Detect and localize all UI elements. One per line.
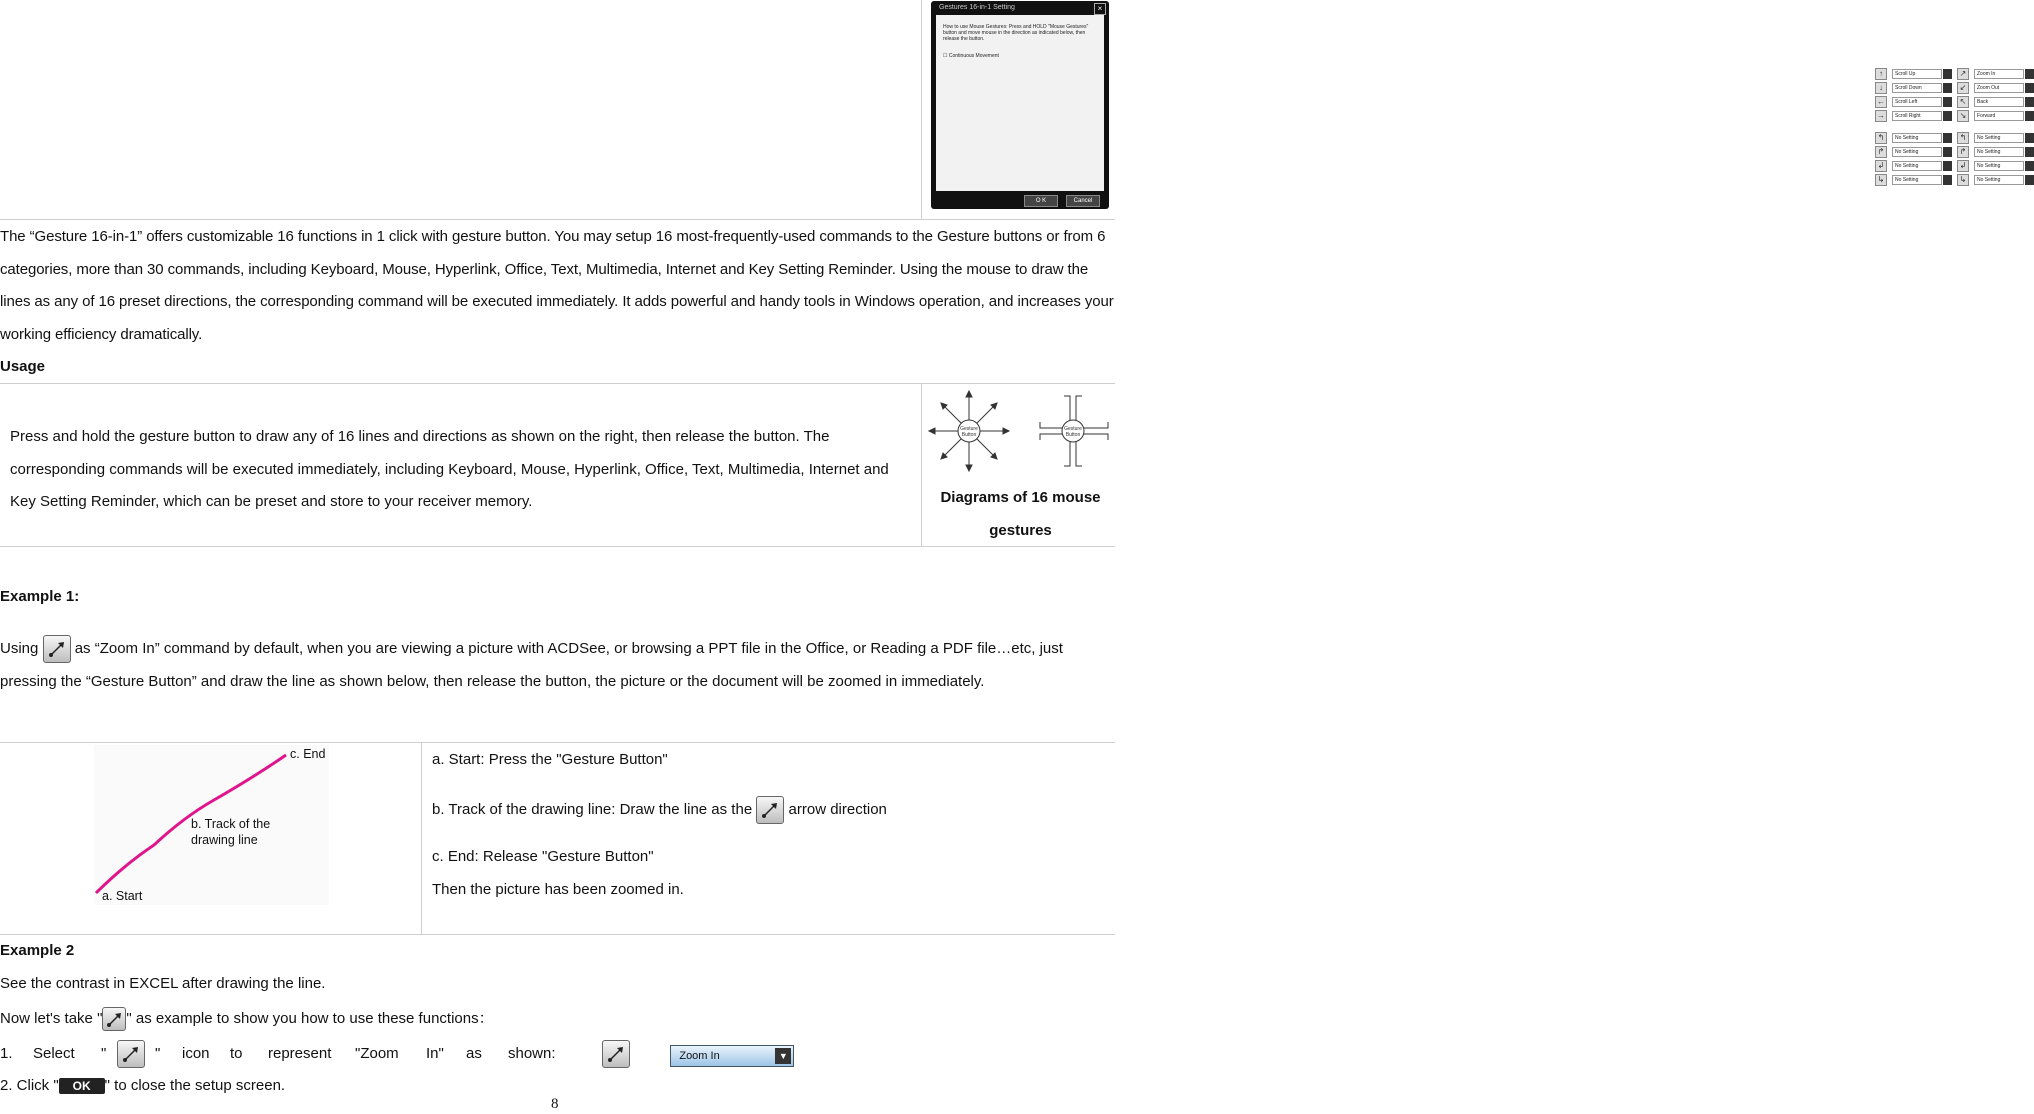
gesture-setting-select: Forward bbox=[1974, 111, 2024, 121]
gesture-setting-select: No Setting bbox=[1974, 147, 2024, 157]
zoom-in-arrow-icon-step bbox=[756, 796, 784, 824]
ok-button-image: OK bbox=[59, 1078, 105, 1094]
usage-text: Press and hold the gesture button to draw any of 16 lines and directions as shown on the right, then release the button. The corresponding commands will be executed immediately, including Keyboard, Mouse, Hyperlink, Office, Text, Multimedia, Internet and Key Setting Reminder, which can be preset and store to your receiver memory. bbox=[10, 428, 889, 510]
zoom-in-arrow-icon-select bbox=[117, 1040, 145, 1068]
example2-heading: Example 2 bbox=[0, 942, 75, 959]
gesture-setting-select: Scroll Down bbox=[1892, 83, 1942, 93]
gesture-button-label-right: Gesture bbox=[1064, 426, 1082, 432]
gesture-direction-icon: ↑ bbox=[1875, 68, 1887, 80]
gesture-setting-select: No Setting bbox=[1892, 175, 1942, 185]
gesture-setting-select: Back bbox=[1974, 97, 2024, 107]
usage-heading: Usage bbox=[0, 358, 46, 375]
label-end: c. End bbox=[290, 747, 326, 761]
chevron-down-icon bbox=[2025, 147, 2034, 157]
gesture-direction-icon: ← bbox=[1877, 97, 1885, 106]
gesture-direction-icon: ↙ bbox=[1957, 82, 1969, 94]
example1-heading: Example 1: bbox=[0, 588, 80, 605]
gesture-direction-icon: ↱ bbox=[1875, 146, 1887, 158]
example2-step1: 1. Select " " icon to represent "Zoom In" as shown: Zoom In ▼ bbox=[0, 1040, 740, 1068]
close-icon: × bbox=[1094, 3, 1106, 15]
gesture-setting-select: No Setting bbox=[1974, 175, 2024, 185]
chevron-down-icon bbox=[1943, 111, 1952, 121]
dialog-instructions: How to use Mouse Gestures: Press and HOLD "Mouse Gestures" button and move mouse in the direction as indicated below, then release the button. bbox=[943, 24, 1089, 42]
step-c: c. End: Release "Gesture Button" bbox=[432, 848, 654, 865]
gesture-button-label-left: Gesture bbox=[960, 426, 978, 432]
gesture-setting-select: No Setting bbox=[1892, 147, 1942, 157]
zoom-in-arrow-icon-shown bbox=[602, 1040, 630, 1068]
dialog-ok-button: O K bbox=[1024, 195, 1058, 207]
chevron-down-icon bbox=[2025, 175, 2034, 185]
label-track: b. Track of the drawing line bbox=[191, 817, 271, 847]
svg-text:Button: Button bbox=[961, 432, 977, 438]
gesture-setting-select: Scroll Up bbox=[1892, 69, 1942, 79]
gesture-setting-select: No Setting bbox=[1974, 133, 2024, 143]
example2-line1: See the contrast in EXCEL after drawing the line. bbox=[0, 975, 326, 992]
page-number: 8 bbox=[551, 1096, 559, 1112]
gesture-direction-icon: ↲ bbox=[1957, 160, 1969, 172]
gesture-setting-select: No Setting bbox=[1974, 161, 2024, 171]
label-start: a. Start bbox=[102, 889, 143, 903]
step-result: Then the picture has been zoomed in. bbox=[432, 881, 684, 898]
gesture-direction-icon: ↳ bbox=[1875, 174, 1887, 186]
chevron-down-icon bbox=[2025, 111, 2034, 121]
gesture-direction-icon: ↗ bbox=[1957, 68, 1969, 80]
gesture-direction-icon: ↘ bbox=[1957, 110, 1969, 122]
chevron-down-icon bbox=[1943, 133, 1952, 143]
chevron-down-icon bbox=[1943, 175, 1952, 185]
chevron-down-icon bbox=[2025, 161, 2034, 171]
chevron-down-icon bbox=[2025, 97, 2034, 107]
gesture-diagrams bbox=[928, 388, 1113, 474]
zoom-in-select: Zoom In ▼ bbox=[670, 1045, 794, 1067]
gesture-setting-select: Scroll Right bbox=[1892, 111, 1942, 121]
gesture-direction-icon: ↳ bbox=[1957, 174, 1969, 186]
chevron-down-icon bbox=[1943, 69, 1952, 79]
gesture-direction-icon: ↰ bbox=[1957, 132, 1969, 144]
chevron-down-icon: ▼ bbox=[775, 1048, 791, 1064]
chevron-down-icon bbox=[1943, 83, 1952, 93]
step-b: b. Track of the drawing line: Draw the line as the arrow direction bbox=[432, 795, 887, 825]
chevron-down-icon bbox=[2025, 69, 2034, 79]
gesture-direction-icon: ↓ bbox=[1875, 82, 1887, 94]
chevron-down-icon bbox=[2025, 83, 2034, 93]
gesture-setting-select: Zoom Out bbox=[1974, 83, 2024, 93]
diagram-caption: Diagrams of 16 mouse gestures bbox=[940, 489, 1101, 539]
step-a: a. Start: Press the "Gesture Button" bbox=[432, 751, 668, 768]
continuous-movement-checkbox: ☐ Continuous Movement bbox=[943, 53, 999, 59]
gesture-direction-icon: ↱ bbox=[1957, 146, 1969, 158]
zoom-in-arrow-icon bbox=[43, 635, 71, 663]
intro-paragraph: The “Gesture 16-in-1” offers customizable 16 functions in 1 click with gesture button. You may setup 16 most-frequently-used commands to the Gesture buttons or from 6 categories, more than 30 commands, including Keyboard, Mouse, Hyperlink, Office, Text, Multimedia, Internet and Key Setting Reminder. Using the mouse to draw the lines as any of 16 preset directions, the corresponding command will be executed immediately. It adds powerful and handy tools in Windows operation, and increases your working efficiency dramatically. bbox=[0, 228, 1114, 343]
gesture-setting-select: No Setting bbox=[1892, 161, 1942, 171]
example1-paragraph: Using as “Zoom In” command by default, when you are viewing a picture with ACDSee, or browsing a PPT file in the Office, or Reading a PDF file…etc, just pressing the “Gesture Button” and draw the line as shown below, then release the button, the picture or the document will be zoomed in immediately. bbox=[0, 633, 1115, 698]
gesture-direction-icon: ↲ bbox=[1875, 160, 1887, 172]
example2-line2: Now let's take " " as example to show you how to use these functions： bbox=[0, 1005, 494, 1033]
chevron-down-icon bbox=[1943, 161, 1952, 171]
gesture-setting-dialog bbox=[931, 1, 2001, 209]
svg-text:Button: Button bbox=[1065, 432, 1081, 438]
gesture-setting-select: Scroll Left bbox=[1892, 97, 1942, 107]
dialog-title: Gestures 16-in-1 Setting bbox=[939, 4, 1015, 11]
gesture-setting-select: No Setting bbox=[1892, 133, 1942, 143]
chevron-down-icon bbox=[1943, 97, 1952, 107]
gesture-direction-icon: ↖ bbox=[1957, 96, 1969, 108]
zoom-in-arrow-icon-ex2 bbox=[102, 1007, 126, 1031]
chevron-down-icon bbox=[2025, 133, 2034, 143]
gesture-setting-select: Zoom In bbox=[1974, 69, 2024, 79]
gesture-direction-icon: → bbox=[1877, 111, 1885, 120]
dialog-cancel-button: Cancel bbox=[1066, 195, 1100, 207]
example2-step2: 2. Click " OK " to close the setup screen. bbox=[0, 1077, 286, 1094]
gesture-direction-icon: ↰ bbox=[1875, 132, 1887, 144]
chevron-down-icon bbox=[1943, 147, 1952, 157]
